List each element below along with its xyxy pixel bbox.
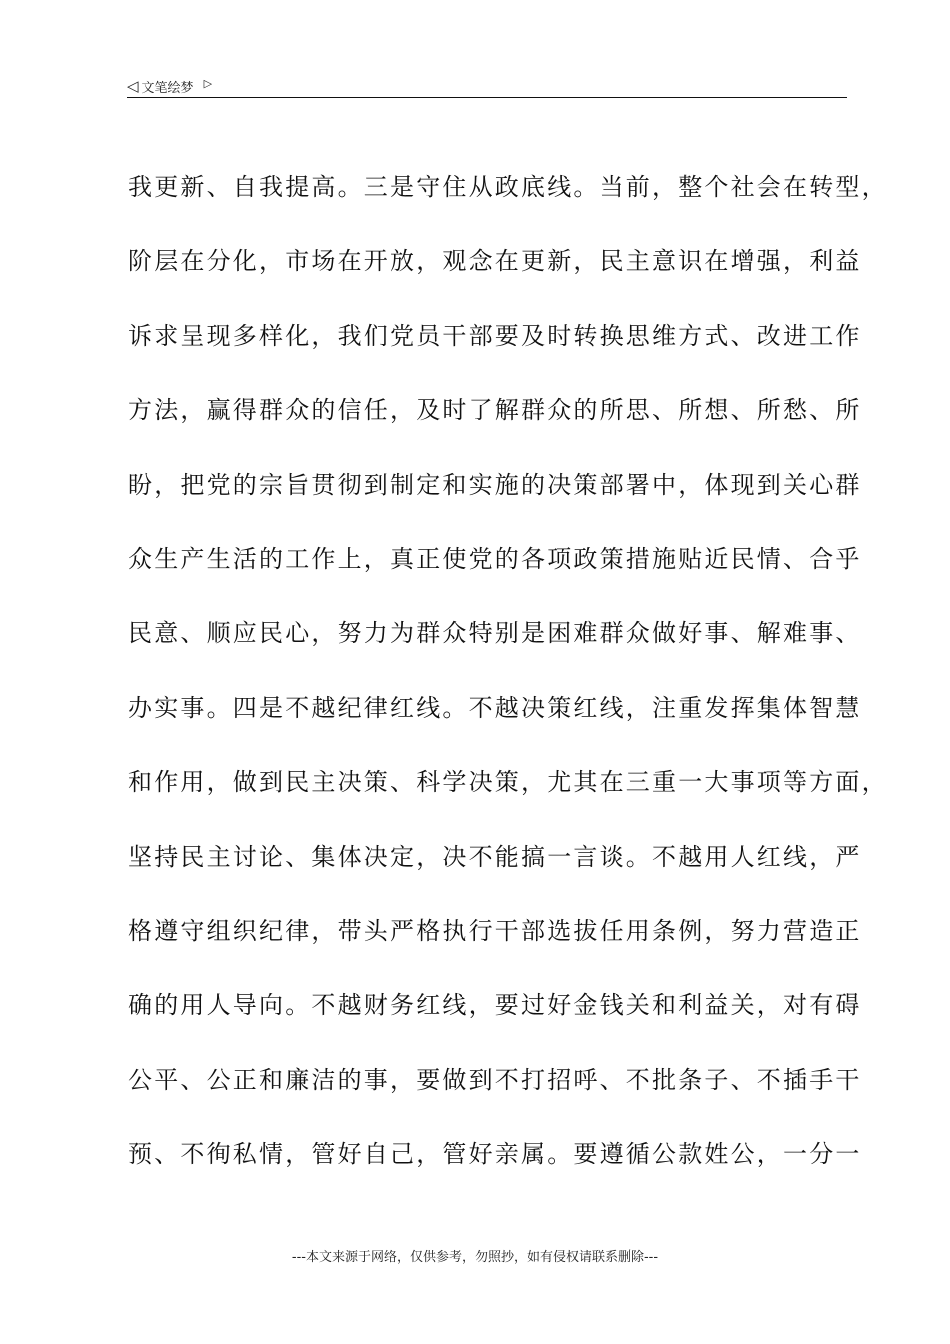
left-triangle-icon: ◁ <box>127 76 139 95</box>
body-line: 诉求呈现多样化，我们党员干部要及时转换思维方式、改进工作 <box>128 321 862 350</box>
body-line: 民意、顺应民心，努力为群众特别是困难群众做好事、解难事、 <box>128 619 862 648</box>
body-line: 阶层在分化，市场在开放，观念在更新，民主意识在增强，利益 <box>128 247 862 276</box>
body-line: 预、不徇私情，管好自己，管好亲属。要遵循公款姓公，一分一 <box>128 1140 862 1169</box>
document-body <box>128 150 888 1191</box>
body-line: 我更新、自我提高。三是守住从政底线。当前，整个社会在转型， <box>128 173 888 201</box>
body-line: 确的用人导向。不越财务红线，要过好金钱关和利益关，对有碍 <box>128 991 862 1020</box>
right-triangle-icon: ▷ <box>203 76 213 90</box>
footer-disclaimer: ---本文来源于网络，仅供参考，勿照抄，如有侵权请联系删除--- <box>291 1250 659 1265</box>
body-line: 盼，把党的宗旨贯彻到制定和实施的决策部署中，体现到关心群 <box>128 470 862 499</box>
header-title: 文笔绘梦 <box>141 80 194 96</box>
body-line: 坚持民主讨论、集体决定，决不能搞一言谈。不越用人红线，严 <box>128 842 862 871</box>
body-line: 办实事。四是不越纪律红线。不越决策红线，注重发挥集体智慧 <box>128 693 862 722</box>
body-line: 格遵守组织纪律，带头严格执行干部选拔任用条例，努力营造正 <box>128 916 862 945</box>
body-line: 方法，赢得群众的信任，及时了解群众的所思、所想、所愁、所 <box>128 396 862 425</box>
body-line: 众生产生活的工作上，真正使党的各项政策措施贴近民情、合乎 <box>128 544 862 573</box>
header-divider <box>127 97 847 98</box>
body-line: 公平、公正和廉洁的事，要做到不打招呼、不批条子、不插手干 <box>128 1065 862 1094</box>
page-header <box>127 74 847 98</box>
body-line: 和作用，做到民主决策、科学决策，尤其在三重一大事项等方面， <box>128 768 888 797</box>
